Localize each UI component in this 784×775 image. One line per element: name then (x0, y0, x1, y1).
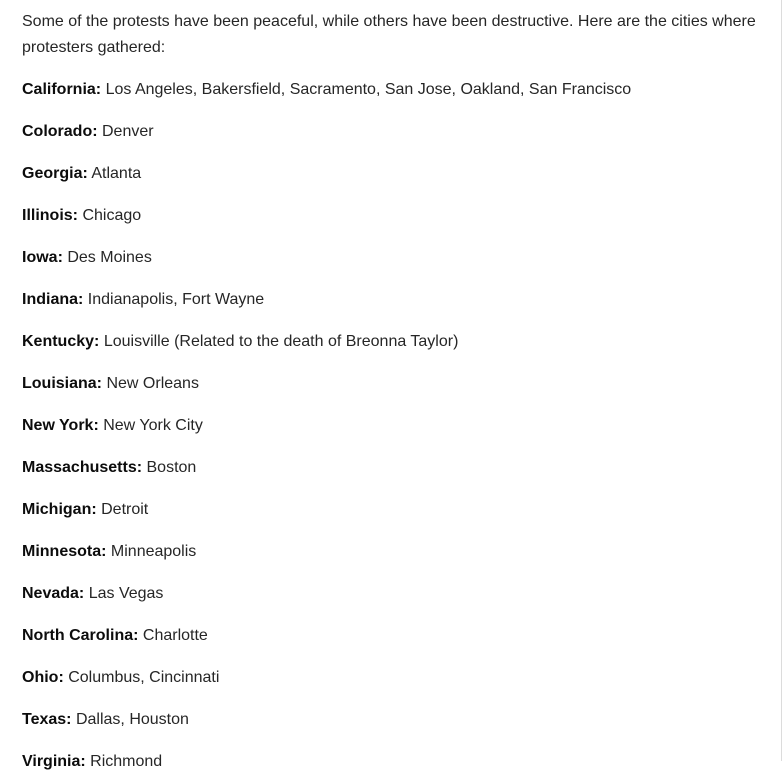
state-name: Louisiana: (22, 375, 103, 392)
city-list: Minneapolis (110, 543, 197, 560)
state-name: Minnesota: (22, 543, 107, 560)
city-list: Richmond (90, 753, 163, 770)
state-name: Virginia: (22, 753, 86, 770)
state-entry (22, 623, 762, 649)
state-entry (22, 497, 762, 523)
state-entry (22, 203, 762, 229)
article-body (22, 9, 762, 775)
state-entry (22, 287, 762, 313)
intro-paragraph: Some of the protests have been peaceful, while others have been destructive. Here are the cities where protesters gathered: (22, 13, 756, 56)
city-list: Des Moines (67, 249, 152, 266)
state-entry (22, 77, 762, 103)
state-city-list (22, 77, 762, 775)
city-list: New York City (103, 417, 203, 434)
city-list: New Orleans (106, 375, 199, 392)
state-name: Illinois: (22, 207, 78, 224)
city-list: Denver (102, 123, 154, 140)
state-name: Michigan: (22, 501, 97, 518)
state-entry (22, 245, 762, 271)
state-entry (22, 665, 762, 691)
city-list: Los Angeles, Bakersfield, Sacramento, San Jose, Oakland, San Francisco (105, 81, 632, 98)
state-name: Indiana: (22, 291, 84, 308)
city-list: Detroit (101, 501, 149, 518)
state-name: North Carolina: (22, 627, 139, 644)
state-name: Ohio: (22, 669, 64, 686)
state-name: Nevada: (22, 585, 85, 602)
state-entry (22, 539, 762, 565)
state-name: Georgia: (22, 165, 88, 182)
state-entry (22, 329, 762, 355)
state-name: Texas: (22, 711, 72, 728)
state-name: Colorado: (22, 123, 98, 140)
city-list: Las Vegas (88, 585, 164, 602)
state-entry (22, 161, 762, 187)
state-entry (22, 371, 762, 397)
city-list: Boston (146, 459, 197, 476)
city-list: Indianapolis, Fort Wayne (87, 291, 265, 308)
state-name: California: (22, 81, 102, 98)
city-list: Dallas, Houston (75, 711, 189, 728)
state-entry (22, 413, 762, 439)
state-name: New York: (22, 417, 99, 434)
city-list: Chicago (82, 207, 142, 224)
city-list: Atlanta (91, 165, 142, 182)
state-name: Iowa: (22, 249, 63, 266)
city-list: Columbus, Cincinnati (68, 669, 220, 686)
city-list: Charlotte (142, 627, 208, 644)
state-entry (22, 455, 762, 481)
state-name: Massachusetts: (22, 459, 143, 476)
state-entry (22, 119, 762, 145)
city-list: Louisville (Related to the death of Breonna Taylor) (103, 333, 459, 350)
scroll-edge-divider (781, 0, 782, 761)
state-entry (22, 749, 762, 775)
state-entry (22, 707, 762, 733)
state-entry (22, 581, 762, 607)
state-name: Kentucky: (22, 333, 100, 350)
